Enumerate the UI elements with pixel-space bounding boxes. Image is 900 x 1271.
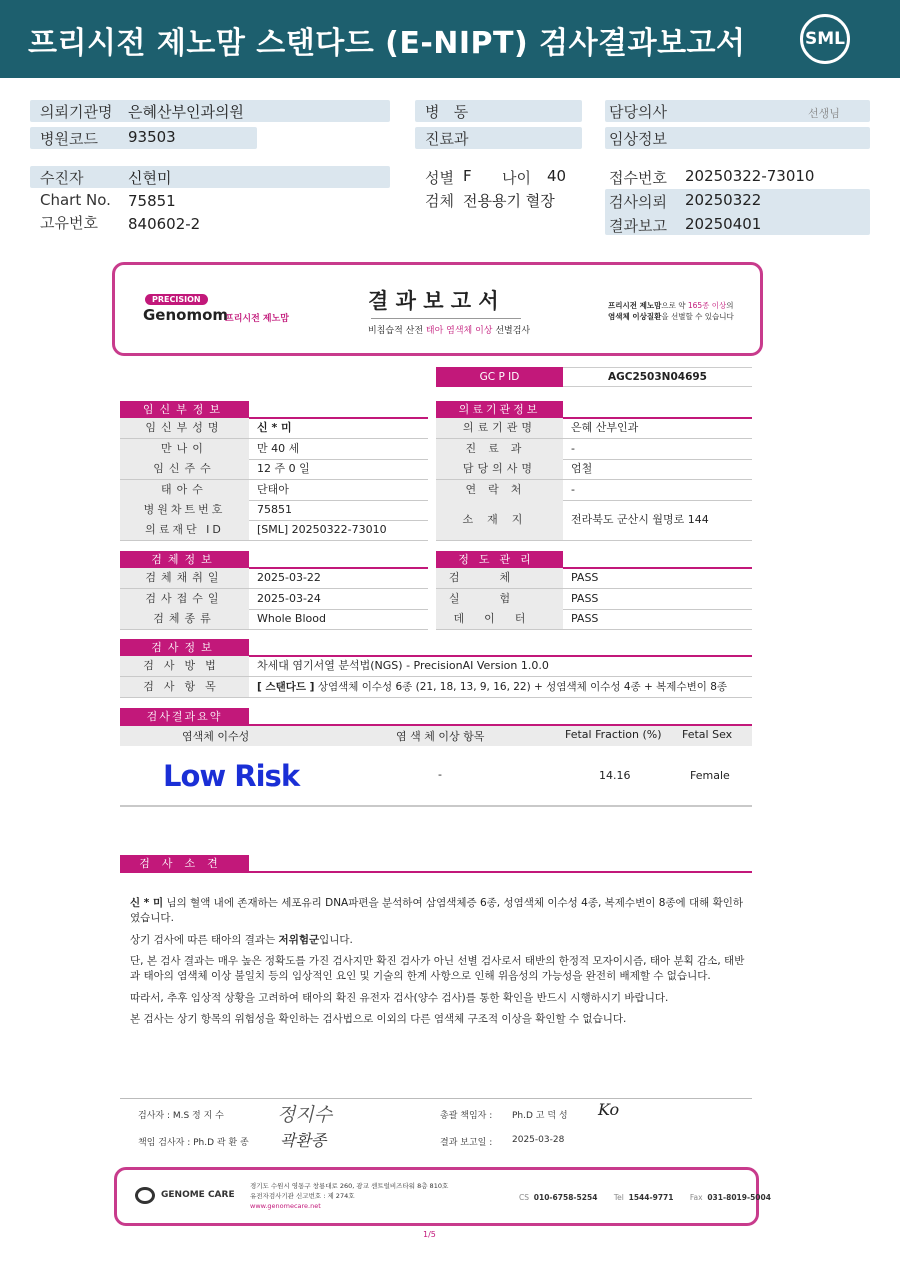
opinion-paragraph-1: 신 * 미 님의 혈액 내에 존재하는 세포유리 DNA파편을 분석하여 삼염색체증 6종, 성염색체 이수성 4종, 복제수변이 8종에 대해 확인하였습니다.	[130, 897, 744, 924]
institution-value: 은혜산부인과의원	[128, 103, 244, 121]
age-label: 나이	[502, 169, 531, 187]
report-date-value: 2025-03-28	[512, 1135, 565, 1145]
chief-signature: Ko	[598, 1100, 620, 1119]
col-fetal-fraction: Fetal Fraction (%)	[565, 728, 662, 741]
signature-divider	[120, 1098, 752, 1099]
responsible-signature: 곽환종	[280, 1131, 327, 1150]
genome-care-logo-icon	[135, 1187, 155, 1204]
patient-value: 신현미	[128, 169, 172, 187]
summary-section-header: 검사결과요약	[120, 708, 249, 726]
qc-section-header: 정도관리	[436, 551, 563, 569]
result-low-risk: Low Risk	[163, 759, 300, 793]
footer-frame	[114, 1167, 771, 1226]
report-title: 결 과 보 고 서	[368, 289, 499, 313]
promo-text: 프리시전 제노맘으로 약 165종 이상의 염색체 이상질환을 선별할 수 있습니다	[608, 301, 734, 321]
table-row: 검사접수일 2025-03-24	[120, 589, 428, 610]
title-divider	[371, 318, 521, 319]
test-section-header: 검사정보	[120, 639, 249, 657]
opinion-paragraph-5: 본 검사는 상기 항목의 위험성을 확인하는 검사법으로 이외의 다른 염색체 구조적 이상을 확인할 수 없습니다.	[130, 1013, 627, 1025]
pregnant-section-header: 임신부정보	[120, 401, 249, 419]
abnormal-value: -	[438, 768, 442, 781]
request-label: 검사의뢰	[609, 193, 667, 211]
report-value: 20250401	[685, 215, 762, 233]
table-row: 검체종류 Whole Blood	[120, 609, 428, 630]
fetal-fraction-value: 14.16	[599, 769, 631, 782]
opinion-section-line	[120, 871, 752, 873]
company-name: GENOME CARE	[161, 1190, 235, 1200]
test-method-row: 검사방법 차세대 염기서열 분석법(NGS) - PrecisionAI Version 1.0.0	[120, 656, 752, 677]
receipt-label: 접수번호	[609, 169, 667, 187]
chief-label: 총괄 책임자 :	[440, 1111, 493, 1121]
report-date-label: 결과 보고일 :	[440, 1138, 493, 1148]
patient-label: 수진자	[40, 169, 84, 187]
responsible-label: 책임 검사자 : Ph.D 곽 환 종	[138, 1138, 249, 1148]
sml-logo: SML	[800, 14, 850, 64]
receipt-value: 20250322-73010	[685, 167, 815, 185]
report-subtitle: 비침습적 산전 태아 염색체 이상 선별검사	[368, 326, 531, 336]
id-label: 고유번호	[40, 214, 98, 232]
page-number: 1/5	[423, 1230, 436, 1239]
company-address: 경기도 수원시 영통구 창룡대로 260, 광교 센트럴비즈타워 8층 810호 유전자검사기관 신고번호 : 제 274호 www.genomecare.net	[250, 1182, 449, 1210]
precision-tag: PRECISION	[145, 294, 208, 305]
hospital-code-label: 병원코드	[40, 130, 98, 148]
clinical-label: 임상정보	[609, 130, 667, 148]
table-row: 태아수 단태아	[120, 480, 428, 501]
website-link[interactable]: www.genomecare.net	[250, 1202, 321, 1210]
age-value: 40	[547, 167, 567, 185]
sex-label: 성별	[425, 169, 454, 187]
table-row: 의료재단 ID [SML] 20250322-73010	[120, 520, 428, 541]
fetal-sex-value: Female	[690, 769, 730, 782]
summary-header-row	[120, 726, 752, 746]
dept-label: 진료과	[425, 130, 469, 148]
brand-sub: 프리시전 제노맘	[225, 314, 289, 324]
chart-label: Chart No.	[40, 191, 111, 209]
opinion-section-header: 검사소견	[120, 855, 249, 873]
col-fetal-sex: Fetal Sex	[682, 728, 733, 741]
brand-name: Genomom	[143, 306, 229, 324]
table-row: 연락처 -	[436, 480, 752, 501]
specimen-label: 검체	[425, 192, 454, 210]
tester-signature: 정지수	[277, 1104, 333, 1126]
opinion-paragraph-3: 단, 본 검사 결과는 매우 높은 정확도를 가진 검사지만 확진 검사가 아닌 선별 검사로서 태반의 한정적 모자이시즘, 태아 분획 감소, 태반과 태아의 염색체 이상 불일치 등의 임상적인 요인 및 기술의 한계 사항으로 인해 위음성의 가능성을 완전히 배제할 수 없습니다.	[130, 955, 745, 982]
summary-divider	[120, 805, 752, 807]
id-value: 840602-2	[128, 215, 201, 233]
table-row: 검체 PASS	[436, 568, 752, 589]
opinion-paragraph-4: 따라서, 추후 임상적 상황을 고려하여 태아의 확진 유전자 검사(양수 검사)를 통한 확인을 반드시 시행하시기 바랍니다.	[130, 992, 669, 1004]
doctor-suffix: 선생님	[808, 107, 840, 120]
chart-value: 75851	[128, 192, 176, 210]
table-row: 실험 PASS	[436, 589, 752, 610]
gcpid-value: AGC2503N04695	[563, 367, 752, 387]
col-aneuploidy: 염색체 이수성	[182, 730, 250, 743]
chief-value: Ph.D 고 덕 성	[512, 1111, 568, 1121]
table-row: 의료기관명 은혜 산부인과	[436, 418, 752, 439]
opinion-paragraph-2: 상기 검사에 따른 태아의 결과는 저위험군입니다.	[130, 934, 353, 946]
table-row: 소재지 전라북도 군산시 월명로 144	[436, 500, 752, 541]
table-row: 임신부성명 신 * 미	[120, 418, 428, 439]
table-row: 임신주수 12 주 0 일	[120, 459, 428, 480]
doctor-label: 담당의사	[609, 103, 667, 121]
header-bar	[0, 0, 900, 78]
gcpid-label: GC P ID	[436, 367, 563, 387]
table-row: 검체채취일 2025-03-22	[120, 568, 428, 589]
table-row: 병원차트번호 75851	[120, 500, 428, 521]
hospital-code-value: 93503	[128, 128, 176, 146]
medical-section-header: 의료기관정보	[436, 401, 563, 419]
contact-info: CS 010-6758-5254 Tel 1544-9771 Fax 031-8019-5004	[519, 1193, 771, 1202]
table-row: 데이터 PASS	[436, 609, 752, 630]
report-header-frame	[112, 262, 763, 356]
ward-label: 병 동	[425, 103, 469, 121]
sex-value: F	[463, 167, 472, 185]
table-row: 진료과 -	[436, 439, 752, 460]
tester-label: 검사자 : M.S 정 지 수	[138, 1111, 224, 1121]
table-row: 담당의사명 엄철	[436, 459, 752, 480]
test-items-row: 검사항목 [ 스탠다드 ] 상염색체 이수성 6종 (21, 18, 13, 9, 16, 22) + 성염색체 이수성 4종 + 복제수변이 8종	[120, 677, 752, 698]
col-abnormal: 염 색 체 이상 항목	[396, 730, 485, 743]
report-label: 결과보고	[609, 217, 667, 235]
patient-row	[30, 166, 390, 188]
institution-label: 의뢰기관명	[40, 103, 113, 121]
page-title: 프리시전 제노맘 스탠다드 (E-NIPT) 검사결과보고서	[28, 26, 746, 61]
table-row: 만나이 만 40 세	[120, 439, 428, 460]
specimen-section-header: 검체정보	[120, 551, 249, 569]
specimen-value: 전용용기 혈장	[463, 192, 555, 210]
request-value: 20250322	[685, 191, 762, 209]
